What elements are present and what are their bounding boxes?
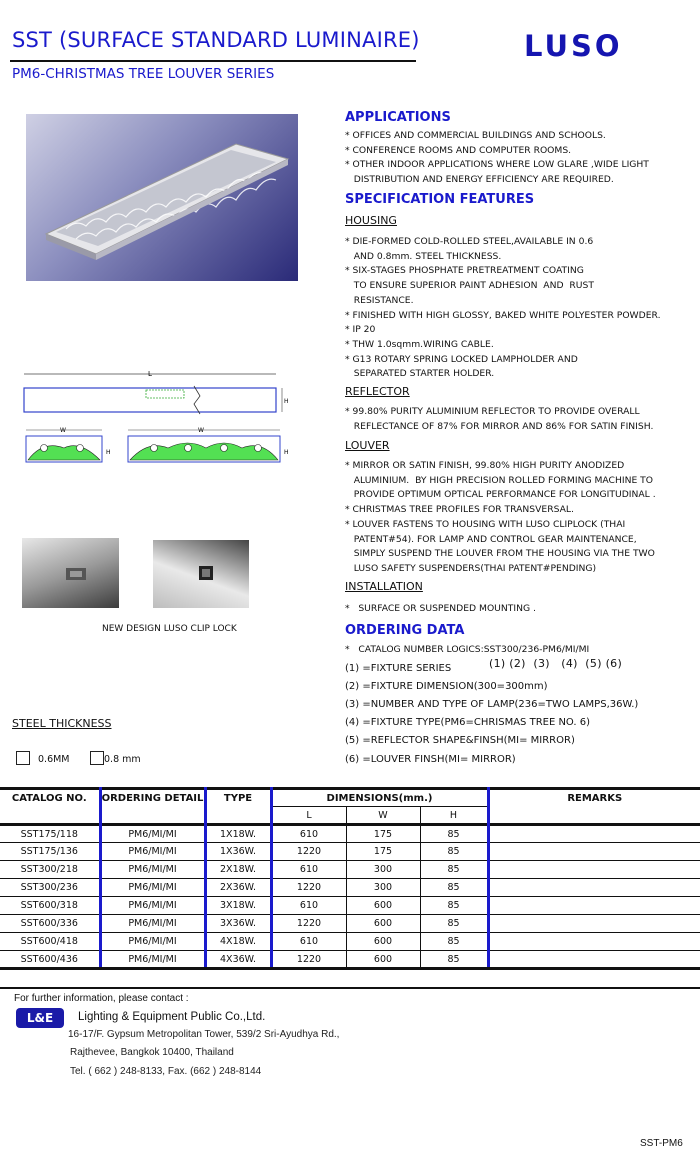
cell-ordering-detail: PM6/MI/MI	[100, 843, 205, 861]
cell-ordering-detail: PM6/MI/MI	[100, 951, 205, 969]
steel-thickness-title: STEEL THICKNESS	[12, 717, 112, 730]
cell-ordering-detail: PM6/MI/MI	[100, 915, 205, 933]
drawing-label-h2: H	[106, 449, 111, 456]
header-type: TYPE	[205, 789, 271, 825]
cell-catalog-no: SST175/118	[0, 825, 100, 843]
title-divider	[10, 60, 416, 62]
cell-dim-h: 85	[420, 879, 488, 897]
cell-dim-w: 175	[346, 825, 420, 843]
header-l: L	[271, 807, 346, 825]
cell-dim-l: 610	[271, 825, 346, 843]
cell-remarks	[488, 843, 700, 861]
cell-catalog-no: SST600/436	[0, 951, 100, 969]
table-row	[0, 861, 700, 879]
cell-ordering-detail: PM6/MI/MI	[100, 897, 205, 915]
thickness-06-label: 0.6MM	[38, 754, 70, 765]
list-item: * OTHER INDOOR APPLICATIONS WHERE LOW GLARE ,WIDE LIGHT	[345, 159, 649, 171]
dimension-drawing	[18, 366, 298, 470]
cell-ordering-detail: PM6/MI/MI	[100, 933, 205, 951]
spec-heading: SPECIFICATION FEATURES	[345, 192, 535, 207]
le-logo: L&E	[16, 1008, 64, 1028]
drawing-label-w1: W	[60, 427, 66, 434]
cell-remarks	[488, 825, 700, 843]
list-item: * FINISHED WITH HIGH GLOSSY, BAKED WHITE POLYESTER POWDER.	[345, 309, 661, 321]
address-line-2: Rajthevee, Bangkok 10400, Thailand	[70, 1047, 234, 1058]
contact-intro: For further information, please contact :	[14, 993, 189, 1004]
cell-dim-l: 610	[271, 933, 346, 951]
table-row	[0, 951, 700, 969]
list-item: * CONFERENCE ROOMS AND COMPUTER ROOMS.	[345, 144, 572, 156]
cell-dim-h: 85	[420, 933, 488, 951]
cell-ordering-detail: PM6/MI/MI	[100, 879, 205, 897]
list-item: DISTRIBUTION AND ENERGY EFFICIENCY ARE REQUIRED.	[345, 174, 614, 186]
table-row	[0, 843, 700, 861]
cell-type: 2X18W.	[205, 861, 271, 879]
louver-list	[345, 459, 656, 577]
cell-catalog-no: SST175/136	[0, 843, 100, 861]
cell-dim-h: 85	[420, 825, 488, 843]
cell-type: 3X36W.	[205, 915, 271, 933]
ordering-item-6: (6) =LOUVER FINSH(MI= MIRROR)	[345, 754, 516, 765]
cell-remarks	[488, 861, 700, 879]
cell-type: 1X36W.	[205, 843, 271, 861]
cell-remarks	[488, 879, 700, 897]
cell-ordering-detail: PM6/MI/MI	[100, 825, 205, 843]
ordering-item-5: (5) =REFLECTOR SHAPE&FINSH(MI= MIRROR)	[345, 735, 575, 746]
list-item: * MIRROR OR SATIN FINISH, 99.80% HIGH PURITY ANODIZED	[345, 460, 625, 471]
header-remarks: REMARKS	[488, 789, 700, 825]
drawing-label-l: L	[148, 370, 152, 378]
ordering-item-3: (3) =NUMBER AND TYPE OF LAMP(236=TWO LAMPS,36W.)	[345, 699, 639, 710]
cell-dim-h: 85	[420, 897, 488, 915]
thickness-06-checkbox[interactable]	[16, 751, 30, 765]
reflector-title: REFLECTOR	[345, 385, 410, 398]
cell-type: 1X18W.	[205, 825, 271, 843]
cell-catalog-no: SST300/218	[0, 861, 100, 879]
cell-dim-h: 85	[420, 861, 488, 879]
cell-dim-l: 610	[271, 861, 346, 879]
table-row	[0, 933, 700, 951]
contact-phone: Tel. ( 662 ) 248-8133, Fax. (662 ) 248-8144	[70, 1066, 262, 1077]
list-item: * 99.80% PURITY ALUMINIUM REFLECTOR TO PROVIDE OVERALL	[345, 406, 640, 417]
cell-catalog-no: SST600/336	[0, 915, 100, 933]
list-item: * IP 20	[345, 324, 376, 336]
address-line-1: 16-17/F. Gypsum Metropolitan Tower, 539/2 Sri-Ayudhya Rd.,	[68, 1029, 340, 1040]
catalog-table	[0, 787, 700, 970]
catalog-code-positions: (1) (2) (3) (4) (5) (6)	[489, 657, 623, 670]
thickness-08-label: 0.8 mm	[104, 754, 141, 765]
cell-dim-l: 610	[271, 897, 346, 915]
cell-dim-w: 600	[346, 897, 420, 915]
list-item: PATENT#54). FOR LAMP AND CONTROL GEAR MAINTENANCE,	[345, 533, 637, 545]
reflector-list	[345, 405, 653, 434]
clip-lock-photo-2	[153, 540, 249, 608]
drawing-label-w2: W	[198, 427, 204, 434]
header-catalog-no: CATALOG NO.	[0, 789, 100, 825]
installation-item: * SURFACE OR SUSPENDED MOUNTING .	[345, 603, 536, 614]
ordering-item-4: (4) =FIXTURE TYPE(PM6=CHRISMAS TREE NO. 6)	[345, 717, 591, 728]
cell-dim-w: 600	[346, 951, 420, 969]
cell-type: 4X36W.	[205, 951, 271, 969]
page-code: SST-PM6	[640, 1138, 683, 1149]
cell-ordering-detail: PM6/MI/MI	[100, 861, 205, 879]
catalog-logic: * CATALOG NUMBER LOGICS:SST300/236-PM6/MI/MI	[345, 644, 590, 655]
luminaire-photo	[26, 114, 298, 281]
cell-dim-l: 1220	[271, 843, 346, 861]
list-item: * DIE-FORMED COLD-ROLLED STEEL,AVAILABLE IN 0.6	[345, 236, 594, 247]
table-row	[0, 825, 700, 843]
cell-dim-w: 300	[346, 861, 420, 879]
list-item: * CHRISTMAS TREE PROFILES FOR TRANSVERSAL.	[345, 504, 574, 516]
louver-title: LOUVER	[345, 439, 390, 452]
list-item: PROVIDE OPTIMUM OPTICAL PERFORMANCE FOR LONGITUDINAL .	[345, 489, 656, 501]
table-row	[0, 897, 700, 915]
list-item: LUSO SAFETY SUSPENDERS(THAI PATENT#PENDING)	[345, 562, 597, 574]
list-item: AND 0.8mm. STEEL THICKNESS.	[345, 250, 502, 262]
drawing-label-h3: H	[284, 449, 289, 456]
header-dimensions: DIMENSIONS(mm.)	[271, 789, 488, 807]
list-item: RESISTANCE.	[345, 294, 414, 306]
cell-dim-l: 1220	[271, 951, 346, 969]
cell-dim-w: 175	[346, 843, 420, 861]
cell-dim-h: 85	[420, 843, 488, 861]
ordering-item-2: (2) =FIXTURE DIMENSION(300=300mm)	[345, 681, 548, 692]
cell-catalog-no: SST600/418	[0, 933, 100, 951]
installation-title: INSTALLATION	[345, 580, 423, 593]
ordering-item-1: (1) =FIXTURE SERIES	[345, 663, 452, 674]
cell-type: 2X36W.	[205, 879, 271, 897]
page-subtitle: PM6-CHRISTMAS TREE LOUVER SERIES	[12, 66, 275, 82]
luso-logo: LUSO	[524, 29, 623, 63]
footer-divider	[0, 987, 700, 989]
header-w: W	[346, 807, 420, 825]
list-item: SEPARATED STARTER HOLDER.	[345, 368, 495, 380]
applications-heading: APPLICATIONS	[345, 110, 451, 125]
cell-dim-w: 600	[346, 915, 420, 933]
list-item: * LOUVER FASTENS TO HOUSING WITH LUSO CLIPLOCK (THAI	[345, 518, 626, 530]
clip-lock-photo-1	[22, 538, 119, 608]
cell-type: 4X18W.	[205, 933, 271, 951]
list-item: * THW 1.0sqmm.WIRING CABLE.	[345, 338, 494, 350]
header-h: H	[420, 807, 488, 825]
list-item: TO ENSURE SUPERIOR PAINT ADHESION AND RUST	[345, 280, 594, 292]
list-item: SIMPLY SUSPEND THE LOUVER FROM THE HOUSING VIA THE TWO	[345, 548, 655, 560]
drawing-label-h1: H	[284, 398, 289, 405]
cell-dim-w: 600	[346, 933, 420, 951]
housing-list	[345, 235, 661, 382]
list-item: REFLECTANCE OF 87% FOR MIRROR AND 86% FOR SATIN FINISH.	[345, 420, 654, 432]
housing-title: HOUSING	[345, 214, 397, 227]
clip-lock-caption: NEW DESIGN LUSO CLIP LOCK	[102, 624, 237, 634]
cell-remarks	[488, 897, 700, 915]
applications-list	[345, 129, 649, 188]
cell-type: 3X18W.	[205, 897, 271, 915]
cell-catalog-no: SST600/318	[0, 897, 100, 915]
cell-dim-l: 1220	[271, 915, 346, 933]
cell-remarks	[488, 933, 700, 951]
thickness-08-checkbox[interactable]	[90, 751, 104, 765]
cell-remarks	[488, 951, 700, 969]
cell-dim-w: 300	[346, 879, 420, 897]
ordering-heading: ORDERING DATA	[345, 623, 465, 638]
list-item: * OFFICES AND COMMERCIAL BUILDINGS AND SCHOOLS.	[345, 130, 606, 141]
list-item: * G13 ROTARY SPRING LOCKED LAMPHOLDER AND	[345, 353, 578, 365]
company-name: Lighting & Equipment Public Co.,Ltd.	[78, 1011, 266, 1023]
list-item: ALUMINIUM. BY HIGH PRECISION ROLLED FORMING MACHINE TO	[345, 474, 654, 486]
list-item: * SIX-STAGES PHOSPHATE PRETREATMENT COATING	[345, 265, 584, 277]
cell-dim-h: 85	[420, 915, 488, 933]
table-row	[0, 879, 700, 897]
cell-dim-l: 1220	[271, 879, 346, 897]
cell-catalog-no: SST300/236	[0, 879, 100, 897]
page-title: SST (SURFACE STANDARD LUMINAIRE)	[12, 28, 420, 52]
table-row	[0, 915, 700, 933]
cell-dim-h: 85	[420, 951, 488, 969]
header-ordering-detail: ORDERING DETAIL	[100, 789, 205, 825]
cell-remarks	[488, 915, 700, 933]
